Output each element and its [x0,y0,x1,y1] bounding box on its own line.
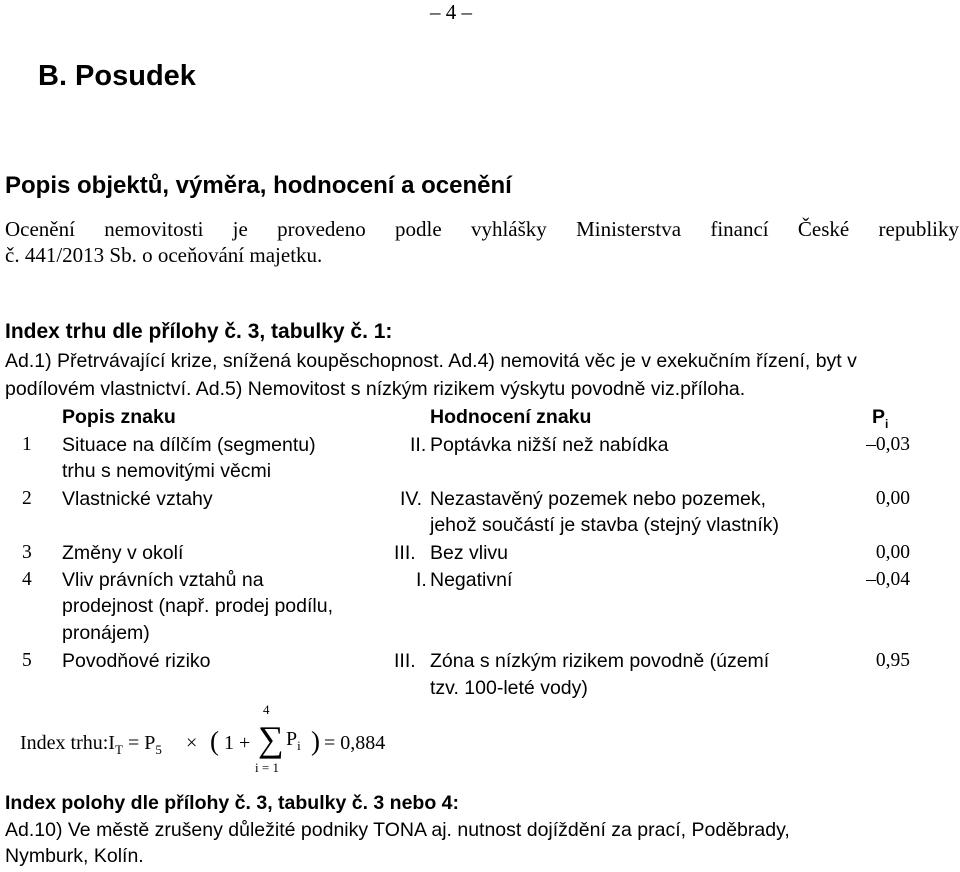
market-index-heading: Index trhu dle přílohy č. 3, tabulky č. 1: [5,320,393,343]
page-number: – 4 – [430,0,472,24]
row-4-value: –0,04 [866,569,910,590]
formula-pi: $P_i$ [286,728,301,753]
market-index-line-2: podílovém vlastnictví. Ad.5) Nemovitost s nízkým rizikem výskytu povodně viz.příloha. [5,378,746,400]
section-title: Popis objektů, výměra, hodnocení a ocenění [5,172,512,199]
row-3-hodnoceni: Bez vlivu [430,542,509,564]
row-1-popis-line-2: trhu s nemovitými věcmi [62,460,272,482]
row-1-number: 1 [22,434,32,455]
location-index-line-1: Ad.10) Ve městě zrušeny důležité podniky TONA aj. nutnost dojíždění za prací, Poděbrady, [5,819,790,841]
row-3-value: 0,00 [875,542,910,563]
row-5-value: 0,95 [875,650,910,671]
row-5-hodnoceni-line-1: Zóna s nízkým rizikem povodně (území [430,650,770,672]
row-2-level: IV. [400,488,423,510]
row-4-level: I. [416,569,427,591]
formula-sigma: ∑ [258,719,284,759]
market-index-line-1: Ad.1) Přetrvávající krize, snížená koupěschopnost. Ad.4) nemovitá věc je v exekučním řízení, byt v [5,350,857,372]
intro-line-1: Ocenění nemovitosti je provedeno podle vyhlášky Ministerstva financí České republiky [5,217,959,241]
intro-line-2: č. 441/2013 Sb. o oceňování majetku. [5,243,323,267]
row-1-popis-line-1: Situace na dílčím (segmentu) [62,434,316,456]
row-2-number: 2 [22,488,32,509]
row-2-value: 0,00 [875,488,910,509]
table-header-pi: $P_i$ [872,406,889,431]
row-5-level: III. [394,650,416,672]
formula-times: × [186,732,198,754]
table-header-hodnoceni: Hodnocení znaku [430,406,592,428]
row-3-number: 3 [22,542,32,563]
row-3-level: III. [394,542,416,564]
row-2-hodnoceni-line-1: Nezastavěný pozemek nebo pozemek, [430,488,767,510]
location-index-line-2: Nymburk, Kolín. [5,845,144,867]
formula-lhs: Index $trhu:I_T = P_5$ [20,732,162,757]
formula-open-paren: ( [210,726,219,756]
row-5-popis: Povodňové riziko [62,650,211,672]
row-4-number: 4 [22,569,32,590]
formula-one-plus: 1 + [224,732,251,754]
row-2-popis: Vlastnické vztahy [62,488,213,510]
row-4-popis-line-1: Vliv právních vztahů na [62,569,264,591]
document-title: B. Posudek [38,60,196,92]
row-3-popis: Změny v okolí [62,542,184,564]
location-index-heading: Index polohy dle přílohy č. 3, tabulky č. 3 nebo 4: [5,792,460,814]
table-header-popis: Popis znaku [62,406,176,428]
row-2-hodnoceni-line-2: jehož součástí je stavba (stejný vlastník) [430,514,779,536]
formula-sum-upper: 4 [263,702,270,717]
formula-close-paren: ) [311,726,320,756]
formula-result: = 0,884 [324,732,386,754]
row-1-hodnoceni: Poptávka nižší než nabídka [430,434,669,456]
row-4-hodnoceni: Negativní [430,569,513,591]
row-1-value: –0,03 [866,434,910,455]
row-4-popis-line-3: pronájem) [62,622,150,644]
row-4-popis-line-2: prodejnost (např. prodej podílu, [62,595,334,617]
row-5-hodnoceni-line-2: tzv. 100-leté vody) [430,677,588,699]
row-5-number: 5 [22,650,32,671]
formula-sum-lower: i = 1 [255,760,279,775]
row-1-level: II. [410,434,427,456]
